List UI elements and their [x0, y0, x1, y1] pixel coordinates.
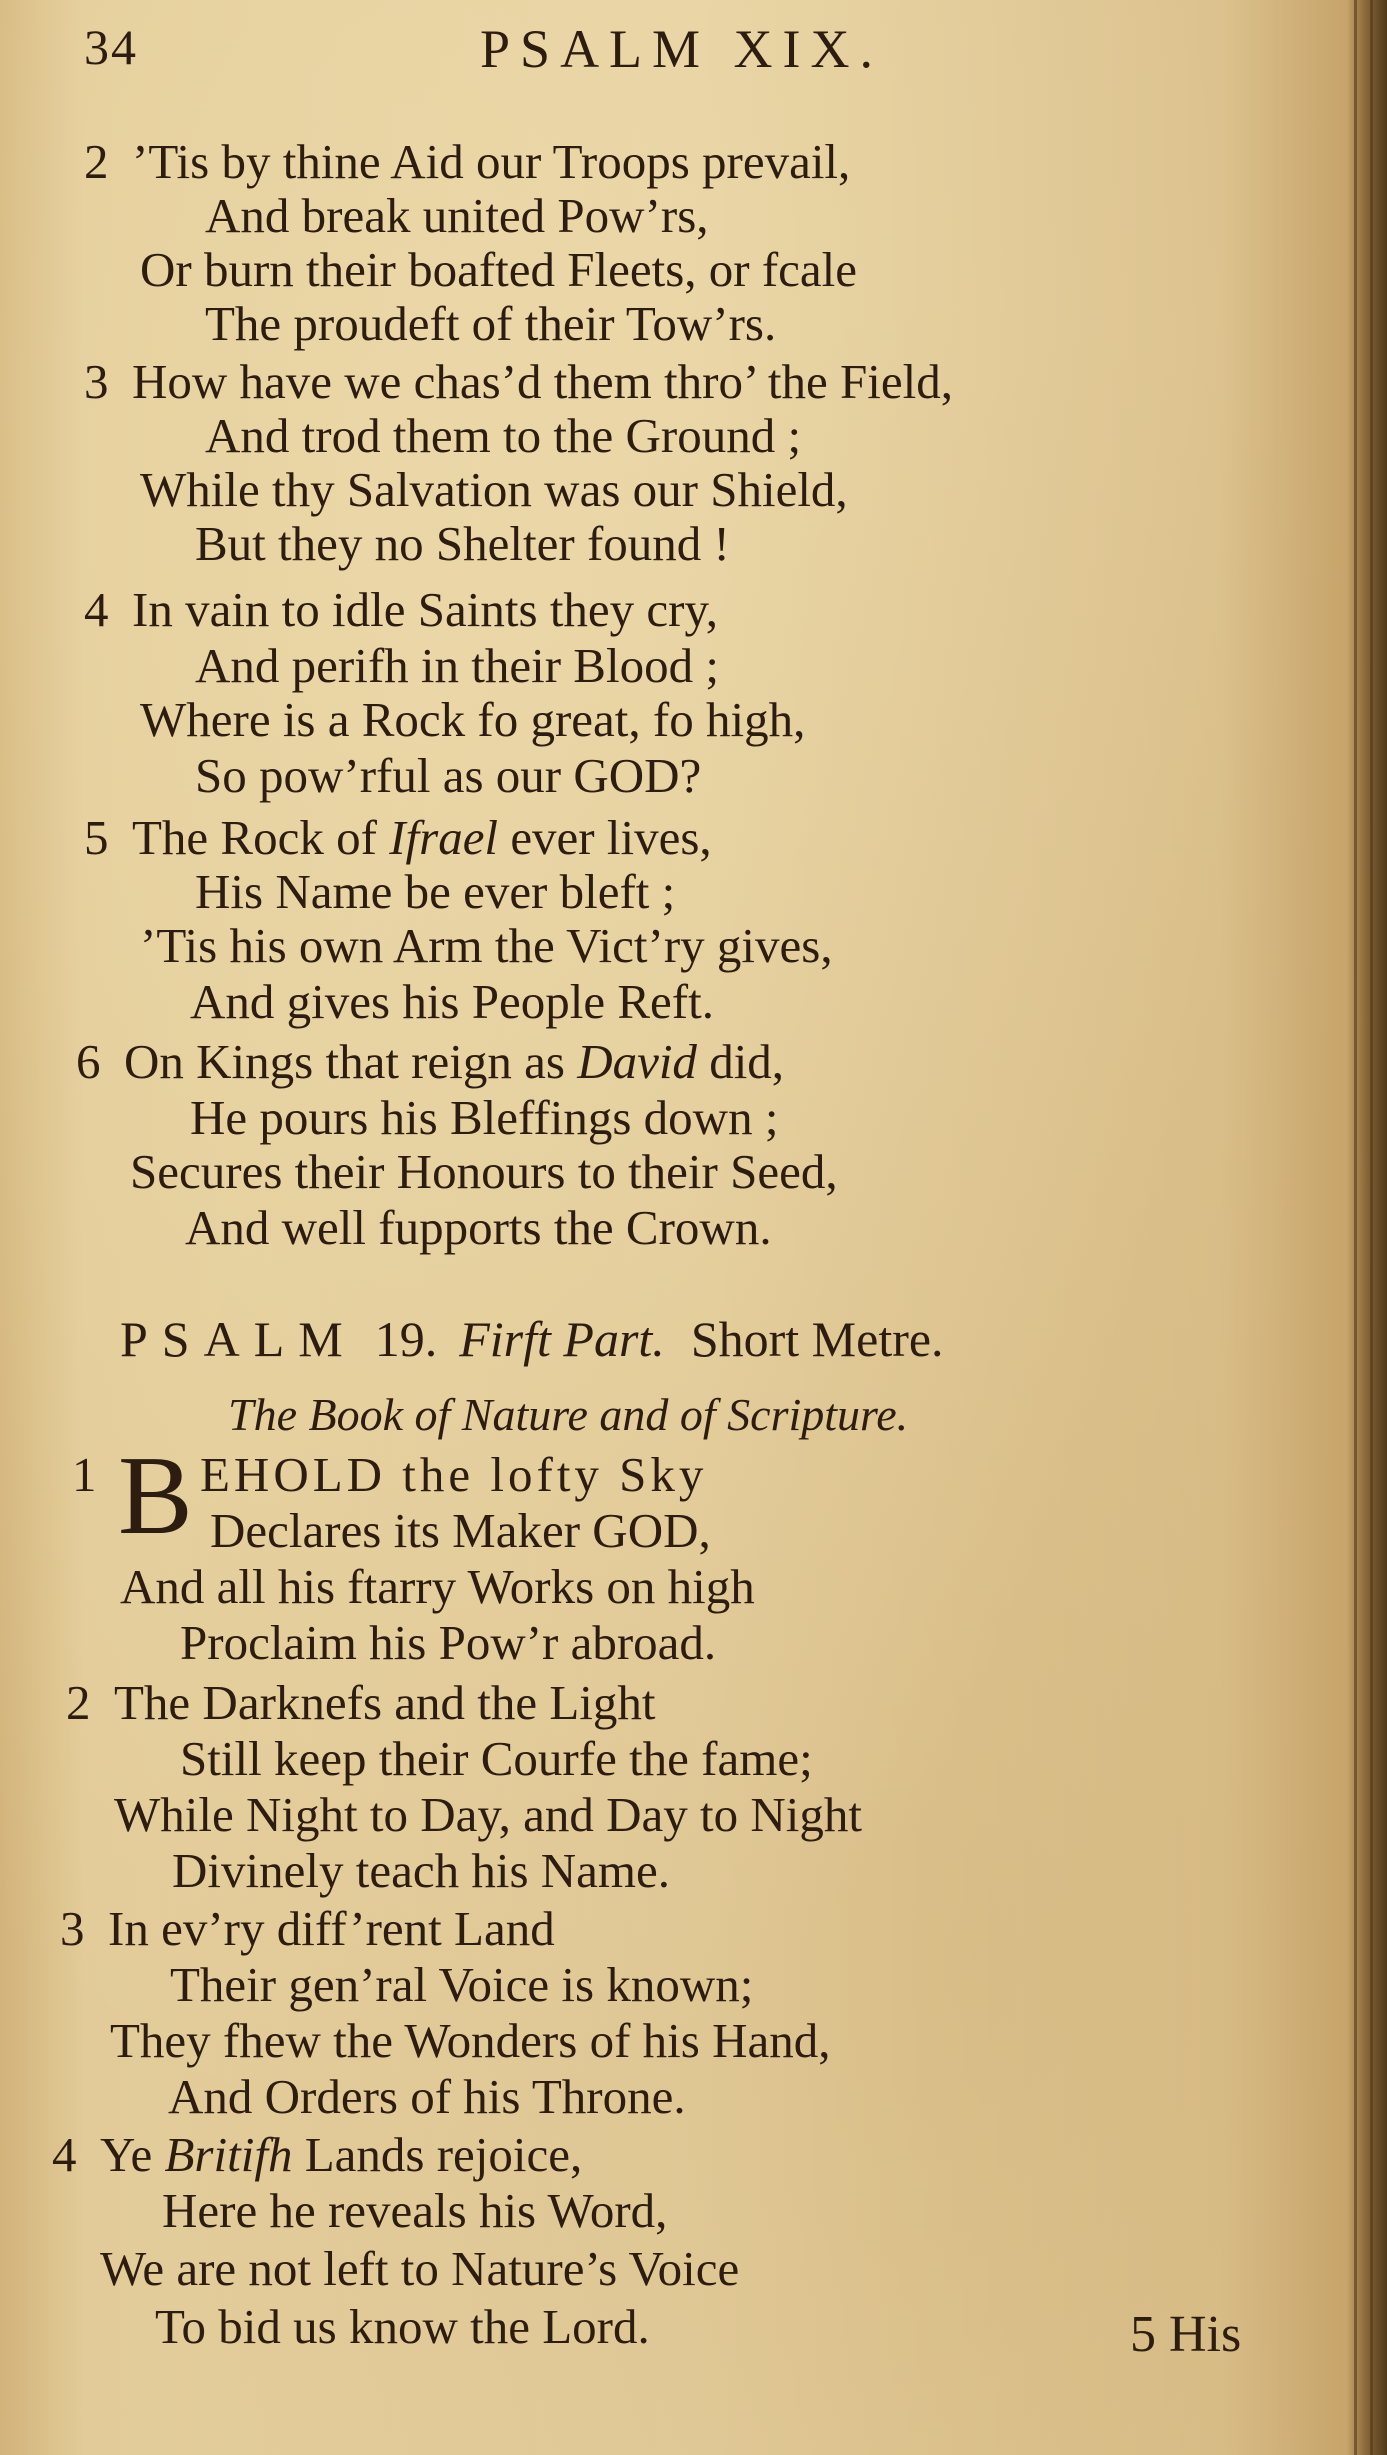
verse-line: And perifh in their Blood ; [195, 638, 719, 693]
verse-text: The Darknefs and the Light [114, 1675, 656, 1730]
verse-line: To bid us know the Lord. [155, 2299, 650, 2354]
verse-text: How have we chas’d them thro’ the Field, [132, 354, 953, 409]
running-head: PSALM XIX. [480, 19, 884, 79]
verse-line: And gives his People Reft. [190, 974, 714, 1029]
verse-text: Lands rejoice, [292, 2127, 583, 2182]
psalm-subtitle: The Book of Nature and of Scripture. [228, 1389, 909, 1440]
verse-line [84, 810, 712, 865]
verse-text: ever lives, [498, 810, 712, 865]
verse-line [84, 134, 851, 189]
verse-number: 1 [72, 1447, 97, 1502]
verse-number: 4 [84, 582, 109, 637]
verse-line: And well fupports the Crown. [185, 1200, 772, 1255]
verse-number: 2 [66, 1675, 91, 1730]
verse-number: 6 [76, 1034, 101, 1089]
psalm-label: PSALM [120, 1311, 357, 1367]
verse-line [52, 2127, 583, 2182]
verse-text: On Kings that reign as [124, 1034, 578, 1089]
verse-line: Proclaim his Pow’r abroad. [180, 1615, 717, 1670]
verse-line: He pours his Bleffings down ; [190, 1090, 779, 1145]
verse-text-italic: David [577, 1034, 697, 1089]
verse-number: 4 [52, 2127, 77, 2182]
drop-cap: B [118, 1434, 193, 1558]
verse-line: Or burn their boafted Fleets, or fcale [140, 242, 858, 297]
psalm-metre: Short Metre. [690, 1311, 944, 1367]
verse-line: Declares its Maker GOD, [210, 1503, 711, 1558]
verse-line: And Orders of his Throne. [168, 2069, 686, 2124]
verse-line: They fhew the Wonders of his Hand, [110, 2013, 831, 2068]
verse-number: 2 [84, 134, 109, 189]
psalm-part: Firft Part. [459, 1311, 665, 1367]
verse-text: In vain to idle Saints they cry, [132, 582, 719, 637]
verse-line: Their gen’ral Voice is known; [170, 1957, 754, 2012]
verse-number: 3 [60, 1901, 85, 1956]
verse-line: So pow’rful as our GOD? [195, 748, 702, 803]
verse-line: But they no Shelter found ! [195, 516, 730, 571]
verse-line: And break united Pow’rs, [205, 188, 709, 243]
page-header [0, 18, 1387, 82]
verse-text-italic: Britifh [164, 2127, 293, 2182]
verse-text: ’Tis by thine Aid our Troops prevail, [132, 134, 851, 189]
verse-line [76, 1034, 785, 1089]
verse-line: Here he reveals his Word, [162, 2183, 668, 2238]
verse-line: EHOLD the lofty Sky [200, 1447, 708, 1502]
verse-text: Ye [100, 2127, 165, 2182]
psalm-heading [120, 1310, 944, 1368]
verse-line: His Name be ever bleft ; [195, 864, 676, 919]
catchword: 5 His [1130, 2306, 1242, 2363]
verse-line: Divinely teach his Name. [172, 1843, 671, 1898]
verse-line: Where is a Rock fo great, fo high, [140, 692, 806, 747]
verse-text-italic: Ifrael [389, 810, 499, 865]
verse-text: In ev’ry diff’rent Land [108, 1901, 555, 1956]
verse-line: ’Tis his own Arm the Vict’ry gives, [140, 918, 833, 973]
verse-text: The Rock of [132, 810, 390, 865]
verse-line [60, 1901, 555, 1956]
psalm-number: 19. [374, 1311, 438, 1367]
verse-line: While thy Salvation was our Shield, [140, 462, 848, 517]
verse-line: Still keep their Courfe the fame; [180, 1731, 813, 1786]
verse-line: Secures their Honours to their Seed, [130, 1144, 838, 1199]
verse-line [84, 582, 719, 637]
verse-line [84, 354, 953, 409]
verse-line [66, 1675, 656, 1730]
verse-line: The proudeft of their Tow’rs. [205, 296, 777, 351]
verse-line: And all his ftarry Works on high [120, 1559, 755, 1614]
verse-line: While Night to Day, and Day to Night [114, 1787, 863, 1842]
verse-line: We are not left to Nature’s Voice [100, 2241, 740, 2296]
verse-text: did, [696, 1034, 785, 1089]
verse-line: And trod them to the Ground ; [205, 408, 802, 463]
verse-number: 5 [84, 810, 109, 865]
page-number: 34 [84, 19, 138, 75]
verse-number: 3 [84, 354, 109, 409]
page-edge-shadow [1347, 0, 1387, 2455]
